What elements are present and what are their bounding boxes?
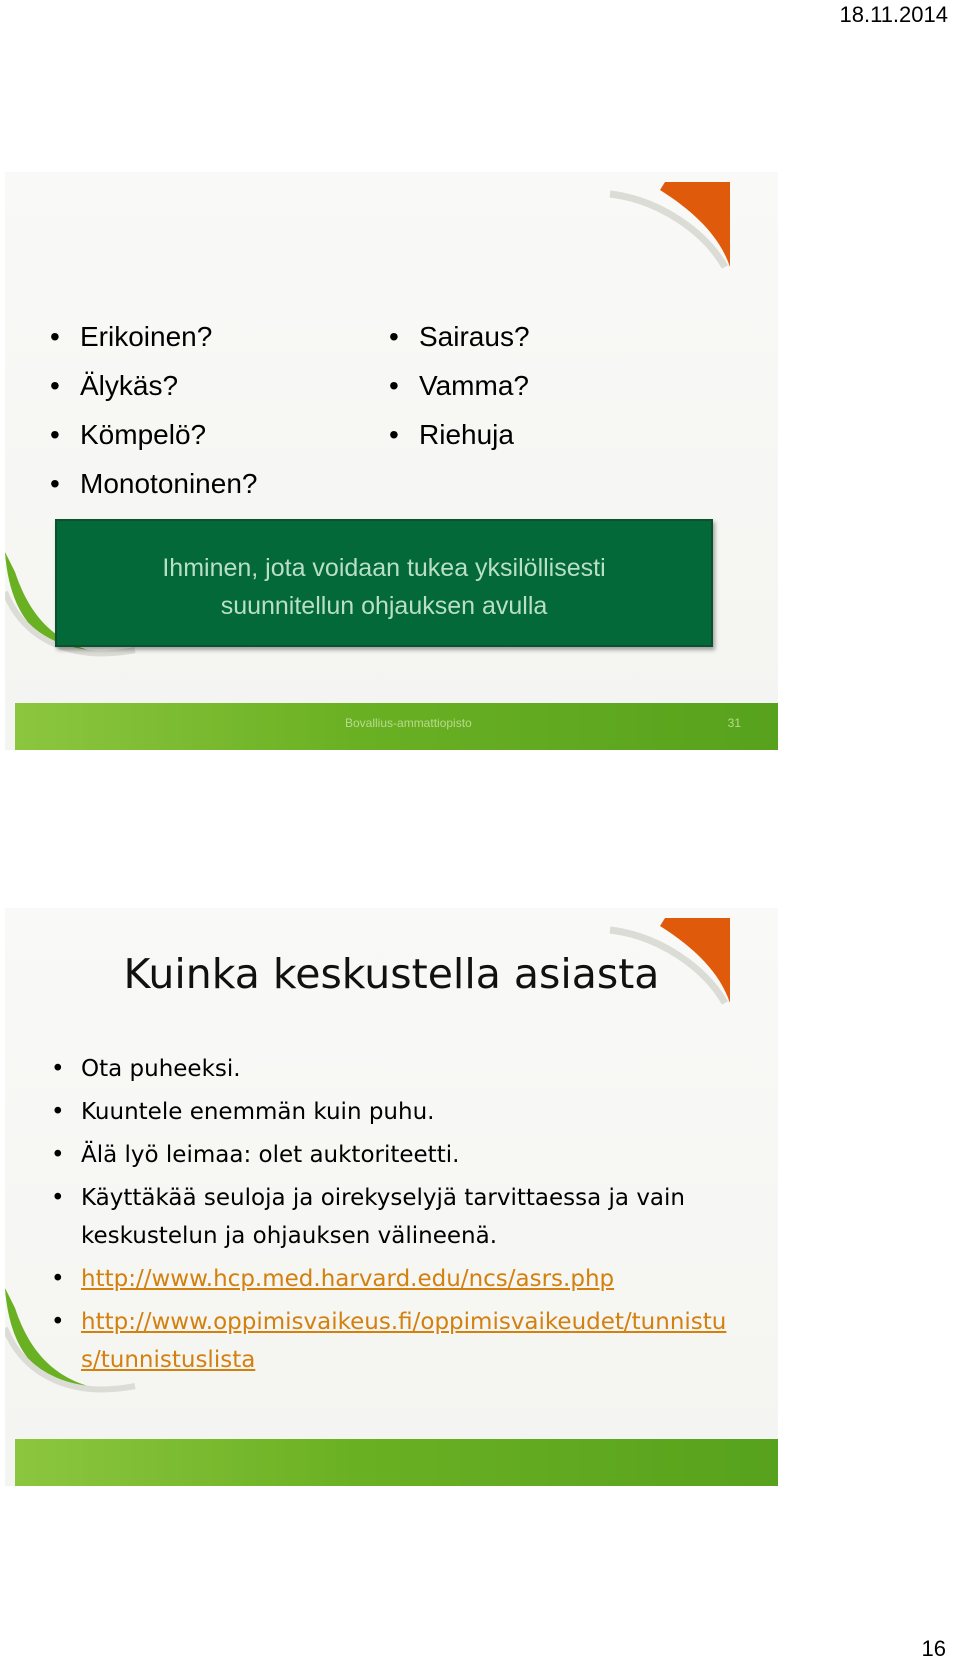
callout-line-2: suunnitellun ohjauksen avulla [220, 592, 548, 620]
slide-2 [5, 908, 778, 1486]
list-item: • Riehuja [389, 419, 514, 450]
list-item: • Älykäs? [50, 370, 179, 401]
list-item: • Erikoinen? [50, 321, 213, 352]
bullet-list [51, 1050, 741, 1384]
slide-number: 31 [727, 716, 741, 730]
list-item: • http://www.oppimisvaikeus.fi/oppimisvaikeudet/tunnistus/tunnistuslista [51, 1309, 727, 1373]
slide-title: Kuinka keskustella asiasta [123, 950, 660, 998]
slide-footer [15, 703, 778, 750]
list-item: • Kömpelö? [50, 419, 207, 450]
list-item: • Vamma? [389, 370, 529, 401]
list-item: • http://www.hcp.med.harvard.edu/ncs/asrs.php [51, 1266, 615, 1292]
list-item: • Ota puheeksi. [51, 1056, 241, 1082]
page-number: 16 [921, 1636, 946, 1661]
list-item: • Sairaus? [389, 321, 530, 352]
slide-footer [15, 1439, 778, 1486]
slide-1 [5, 172, 778, 750]
left-bullet-list [50, 312, 257, 508]
list-item: • Kuuntele enemmän kuin puhu. [51, 1099, 435, 1125]
list-item: • Monotoninen? [50, 468, 258, 499]
footer-organization: Bovallius-ammattiopisto [345, 716, 472, 730]
callout-line-1: Ihminen, jota voidaan tukea yksilöllisesti [162, 554, 606, 582]
callout-box [55, 519, 713, 647]
link-oppimisvaikeus[interactable]: http://www.oppimisvaikeus.fi/oppimisvaikeudet/tunnistus/tunnistuslista [81, 1309, 727, 1373]
link-asrs[interactable]: http://www.hcp.med.harvard.edu/ncs/asrs.php [81, 1266, 615, 1292]
list-item: • Älä lyö leimaa: olet auktoriteetti. [51, 1142, 460, 1168]
right-bullet-list [389, 312, 530, 459]
list-item: • Käyttäkää seuloja ja oirekyselyjä tarvittaessa ja vain keskustelun ja ohjauksen välineenä. [51, 1185, 685, 1249]
page-date: 18.11.2014 [839, 2, 948, 27]
